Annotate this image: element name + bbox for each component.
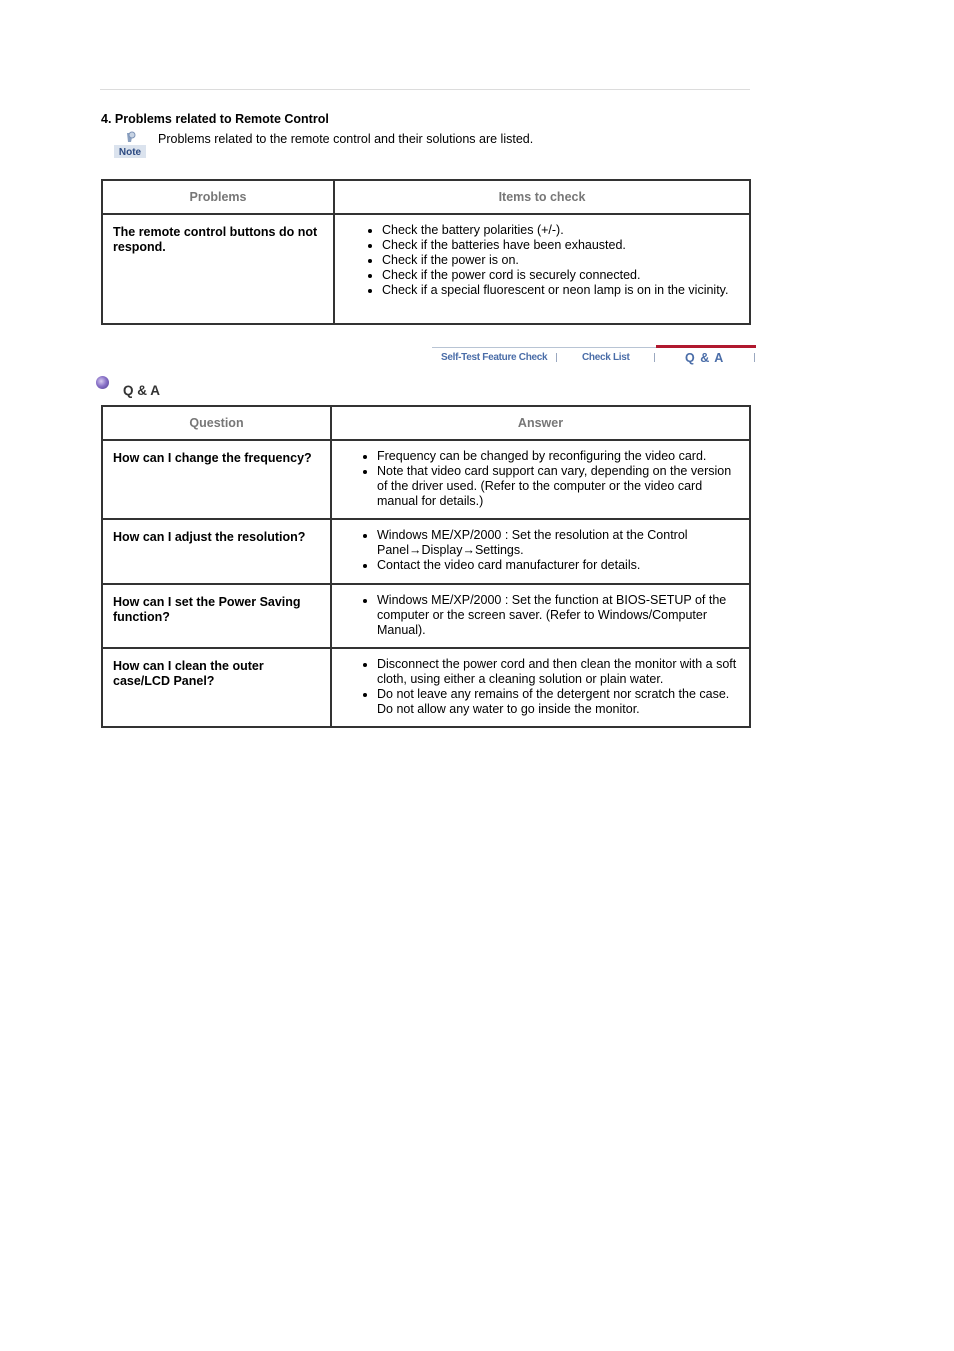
list-item: • Check if the power cord is securely connected. [382, 268, 739, 283]
section-navbar [432, 345, 756, 369]
answer-cell [331, 440, 750, 519]
list-item: • Disconnect the power cord and then clean the monitor with a soft cloth, using either a cleaning solution or plain water. [377, 657, 739, 687]
list-item: • Windows ME/XP/2000 : Set the resolution at the Control Panel→Display→Settings. [377, 528, 739, 558]
note-icon [113, 131, 147, 159]
qa-title: Q & A [123, 383, 160, 398]
list-item: • Frequency can be changed by reconfiguring the video card. [377, 449, 739, 464]
table-header-row [102, 180, 750, 214]
qa-bullet-icon [96, 376, 109, 389]
nav-link-check-list[interactable]: Check List [582, 352, 630, 363]
answer-cell [331, 648, 750, 727]
list-item: • Check if the batteries have been exhausted. [382, 238, 739, 253]
table-row [102, 440, 750, 519]
items-cell [334, 214, 750, 324]
answer-list [332, 593, 739, 638]
answer-cell [331, 584, 750, 648]
list-item: • Windows ME/XP/2000 : Set the function at BIOS-SETUP of the computer or the screen saver. (Refer to Windows/Computer Manual). [377, 593, 739, 638]
nav-separator [556, 353, 557, 362]
list-item: • Do not leave any remains of the detergent nor scratch the case. Do not allow any water to go inside the monitor. [377, 687, 739, 717]
problems-table [101, 179, 751, 325]
table-row [102, 519, 750, 584]
list-item: • Check if the power is on. [382, 253, 739, 268]
navbar-line [432, 347, 656, 348]
table-row [102, 648, 750, 727]
question-cell: How can I clean the outer case/LCD Panel? [102, 648, 331, 727]
nav-separator [654, 353, 655, 362]
header-answer: Answer [331, 406, 750, 440]
section-title: 4. Problems related to Remote Control [101, 112, 329, 126]
top-divider [100, 89, 750, 90]
list-item: • Check if a special fluorescent or neon lamp is on in the vicinity. [382, 283, 739, 298]
qa-table [101, 405, 751, 728]
navbar-active-indicator [656, 345, 756, 348]
header-problems: Problems [102, 180, 334, 214]
items-list [335, 223, 739, 298]
question-cell: How can I change the frequency? [102, 440, 331, 519]
answer-list [332, 449, 739, 509]
question-cell: How can I adjust the resolution? [102, 519, 331, 584]
header-items-to-check: Items to check [334, 180, 750, 214]
table-header-row [102, 406, 750, 440]
note-text: Problems related to the remote control and their solutions are listed. [158, 132, 534, 146]
problem-cell: The remote control buttons do not respond. [102, 214, 334, 324]
nav-separator [754, 353, 755, 362]
answer-list [332, 528, 739, 573]
answer-list [332, 657, 739, 717]
header-question: Question [102, 406, 331, 440]
list-item: • Contact the video card manufacturer for details. [377, 558, 739, 573]
svg-text:Note: Note [118, 147, 142, 158]
nav-link-qa[interactable]: Q & A [685, 351, 725, 365]
table-row [102, 214, 750, 324]
list-item: • Check the battery polarities (+/-). [382, 223, 739, 238]
nav-link-self-test[interactable]: Self-Test Feature Check [441, 352, 548, 363]
question-cell: How can I set the Power Saving function? [102, 584, 331, 648]
table-row [102, 584, 750, 648]
answer-cell [331, 519, 750, 584]
list-item: • Note that video card support can vary, depending on the version of the driver used. (Refer to the computer or the video card manual for details.) [377, 464, 739, 509]
